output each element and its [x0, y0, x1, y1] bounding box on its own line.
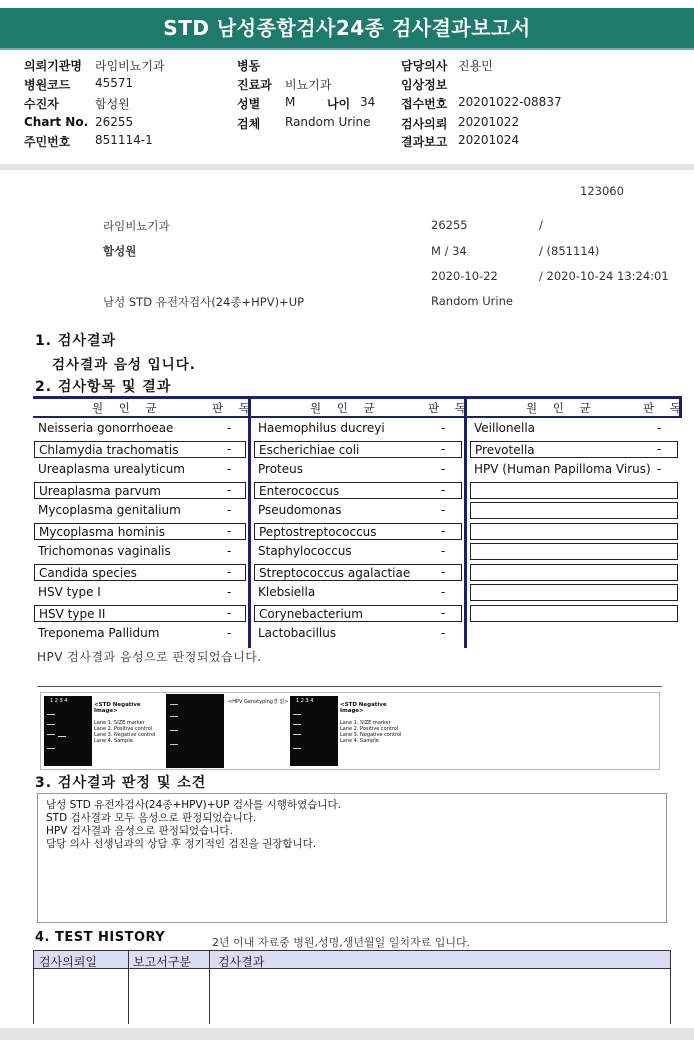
organism-result: - — [441, 544, 446, 558]
history-table — [33, 950, 671, 1024]
table-divider-2 — [464, 396, 467, 648]
header-value: M — [285, 95, 296, 109]
gel-legend-2 — [340, 702, 408, 752]
organism-name: HPV (Human Papilloma Virus) — [474, 462, 651, 476]
report-title: STD 남성종합검사24종 검사결과보고서 — [0, 8, 694, 48]
organism-name: Escherichiae coli — [254, 441, 462, 458]
organism-result: - — [657, 441, 662, 456]
organism-result: - — [657, 462, 662, 476]
table-divider-1 — [248, 396, 251, 648]
lane-numbers: 1 2 3 4 — [296, 698, 314, 704]
header-label: 검사의뢰 — [401, 117, 448, 131]
legend-line: Lane 4. Sample — [94, 738, 133, 744]
opinion-line: HPV 검사결과 음성으로 판정되었습니다. — [46, 825, 233, 837]
chart-number: 26255 — [431, 218, 468, 232]
request-date: 2020-10-22 — [431, 269, 498, 283]
gel-band — [170, 704, 178, 705]
organism-result: - — [227, 626, 232, 640]
organism-name: Veillonella — [474, 421, 536, 435]
gel-image-hpv — [166, 694, 224, 768]
organism-result: - — [227, 482, 232, 497]
section-1-title: 1. 검사결과 — [35, 333, 117, 349]
legend-line: Lane 4. Sample — [340, 738, 379, 744]
empty-cell — [470, 523, 678, 540]
legend-line: Lane 3. Negative control — [340, 732, 402, 738]
organism-name: Staphylococcus — [258, 544, 352, 558]
header-label: Chart No. — [24, 115, 89, 129]
header-value: 20201022 — [458, 115, 520, 129]
organism-result: - — [227, 523, 232, 538]
organism-result: - — [657, 421, 662, 435]
organism-name: Chlamydia trachomatis — [34, 441, 246, 458]
header-label: 임상정보 — [401, 78, 448, 92]
patient-name: 함성원 — [103, 244, 137, 258]
organism-result: - — [227, 564, 232, 579]
organism-name: Neisseria gonorrhoeae — [38, 421, 174, 435]
gel-band — [293, 734, 301, 735]
header-label: 접수번호 — [401, 97, 448, 111]
organism-result: - — [227, 544, 232, 558]
patient-id: / (851114) — [539, 244, 600, 258]
header-value: 45571 — [95, 76, 134, 90]
header-label: 의뢰기관명 — [24, 59, 82, 73]
organism-name: Ureaplasma urealyticum — [38, 462, 185, 476]
table-top-border — [33, 396, 682, 399]
history-header-row — [34, 950, 670, 969]
gel-legend-1 — [94, 702, 162, 752]
patient-sex-age: M / 34 — [431, 244, 467, 258]
organism-result: - — [227, 503, 232, 517]
header-value: 851114-1 — [95, 133, 153, 147]
report-datetime: / 2020-10-24 13:24:01 — [539, 269, 669, 283]
header-label: 진료과 — [237, 78, 272, 92]
empty-cell — [470, 543, 678, 560]
gel-band — [293, 724, 301, 725]
header-value: 26255 — [95, 115, 134, 129]
gel-images — [40, 692, 660, 770]
test-name: 남성 STD 유전자검사(24종+HPV)+UP — [103, 295, 305, 309]
empty-cell — [470, 584, 678, 601]
history-col-date: 검사의뢰일 — [39, 955, 97, 969]
col3-result-header: 판 독 — [643, 401, 687, 415]
organism-result: - — [227, 605, 232, 620]
gel-image-std-2 — [290, 696, 338, 766]
organism-result: - — [441, 585, 446, 599]
gel-band — [293, 748, 301, 749]
organism-result: - — [441, 421, 446, 435]
history-divider — [128, 950, 129, 1024]
organism-name: Mycoplasma hominis — [34, 523, 246, 540]
col3-organism-header: 원 인 균 — [526, 401, 597, 415]
header-label: 병원코드 — [24, 78, 71, 92]
legend-title: <STD Negative Image> — [340, 702, 387, 714]
legend-line: Lane 1. SIZE marker — [340, 720, 391, 726]
organism-name: Ureaplasma parvum — [34, 482, 246, 499]
table-header-border — [33, 416, 682, 418]
section-3-title: 3. 검사결과 판정 및 소견 — [35, 775, 207, 791]
report-number: 123060 — [580, 184, 624, 198]
gel-image-std — [44, 696, 92, 766]
history-col-result: 검사결과 — [218, 955, 265, 969]
organism-name: Candida species — [34, 564, 246, 581]
organism-result: - — [441, 482, 446, 497]
organism-result: - — [441, 564, 446, 579]
title-underline — [0, 48, 694, 50]
hpv-caption: <HPV Genotyping결 없> — [228, 699, 289, 705]
gel-band — [293, 714, 301, 715]
age-value: 34 — [360, 95, 376, 109]
gel-band — [170, 716, 178, 717]
opinion-line: STD 검사결과 모두 음성으로 판정되었습니다. — [46, 812, 257, 824]
header-label: 수진자 — [24, 97, 59, 111]
organism-name: Haemophilus ducreyi — [258, 421, 385, 435]
empty-cell — [470, 482, 678, 499]
organism-name: Mycoplasma genitalium — [38, 503, 181, 517]
organism-result: - — [227, 421, 232, 435]
opinion-line: 담당 의사 선생님과의 상담 후 정기적인 검진을 권장합니다. — [46, 838, 317, 850]
header-value: 진용민 — [458, 59, 493, 73]
organism-name: Corynebacterium — [254, 605, 462, 622]
header-label: 주민번호 — [24, 135, 71, 149]
header-value: 20201022-08837 — [458, 95, 562, 109]
section-1-result: 검사결과 음성 입니다. — [52, 357, 196, 373]
organism-name: Proteus — [258, 462, 303, 476]
legend-line: Lane 3. Negative control — [94, 732, 156, 738]
chart-slash: / — [539, 218, 543, 232]
header-value: Random Urine — [285, 115, 371, 129]
empty-cell — [470, 502, 678, 519]
header-label: 검체 — [237, 117, 261, 131]
organism-name: Trichomonas vaginalis — [38, 544, 171, 558]
organism-name: HSV type I — [38, 585, 101, 599]
empty-cell — [470, 564, 678, 581]
gel-band — [47, 724, 55, 725]
organism-result: - — [227, 441, 232, 456]
header-value: 비뇨기과 — [285, 78, 332, 92]
col2-organism-header: 원 인 균 — [310, 401, 381, 415]
header-label: 성별 — [237, 97, 261, 111]
header-separator — [0, 164, 694, 170]
header-value: 함성원 — [95, 97, 130, 111]
organism-name: Pseudomonas — [258, 503, 342, 517]
organism-result: - — [441, 605, 446, 620]
empty-cell — [470, 625, 678, 642]
header-value: 라임비뇨기과 — [95, 59, 165, 73]
header-label: 결과보고 — [401, 135, 448, 149]
history-divider — [209, 950, 210, 1024]
organism-name: Prevotella — [470, 441, 678, 458]
organism-name: Klebsiella — [258, 585, 316, 599]
opinion-line: 남성 STD 유전자검사(24종+HPV)+UP 검사를 시행하였습니다. — [46, 799, 342, 811]
section-4-title: 4. TEST HISTORY — [35, 930, 166, 945]
section-2-title: 2. 검사항목 및 결과 — [35, 379, 172, 395]
organism-result: - — [441, 462, 446, 476]
organism-result: - — [227, 585, 232, 599]
header-label: 담당의사 — [401, 59, 448, 73]
page-bottom-bar — [0, 1028, 694, 1040]
legend-line: Lane 2. Positive control — [94, 726, 153, 732]
organism-name: Peptostreptococcus — [254, 523, 462, 540]
organism-name: Enterococcus — [254, 482, 462, 499]
gel-band — [58, 736, 66, 737]
organism-result: - — [441, 441, 446, 456]
image-top-rule — [37, 686, 662, 687]
lane-numbers: 1 2 3 4 — [50, 698, 68, 704]
organism-result: - — [441, 523, 446, 538]
organism-name: Treponema Pallidum — [38, 626, 160, 640]
age-label: 나이 — [327, 97, 351, 111]
header-value: 20201024 — [458, 133, 520, 147]
legend-line: Lane 2. Positive control — [340, 726, 399, 732]
gel-band — [170, 730, 178, 731]
gel-band — [47, 748, 55, 749]
opinion-box — [37, 793, 667, 923]
col2-result-header: 판 독 — [428, 401, 472, 415]
specimen-type: Random Urine — [431, 294, 513, 308]
history-col-type: 보고서구분 — [133, 955, 191, 969]
legend-line: Lane 1. SIZE marker — [94, 720, 145, 726]
organism-result: - — [441, 626, 446, 640]
clinic-name: 라임비뇨기과 — [103, 219, 170, 233]
hpv-note: HPV 검사결과 음성으로 판정되었습니다. — [37, 650, 262, 664]
gel-band — [47, 714, 55, 715]
organism-name: HSV type II — [34, 605, 246, 622]
header-label: 병동 — [237, 59, 261, 73]
organism-result: - — [441, 503, 446, 517]
legend-title: <STD Negative Image> — [94, 702, 141, 714]
history-note: 2년 이내 자료중 병원,성명,생년월일 일치자료 입니다. — [212, 936, 471, 949]
col1-result-header: 판 독 — [212, 401, 256, 415]
organism-result: - — [227, 462, 232, 476]
organism-name: Streptococcus agalactiae — [254, 564, 462, 581]
organism-name: Lactobacillus — [258, 626, 337, 640]
gel-band — [47, 734, 55, 735]
gel-band — [170, 744, 178, 745]
empty-cell — [470, 605, 678, 622]
col1-organism-header: 원 인 균 — [92, 401, 163, 415]
